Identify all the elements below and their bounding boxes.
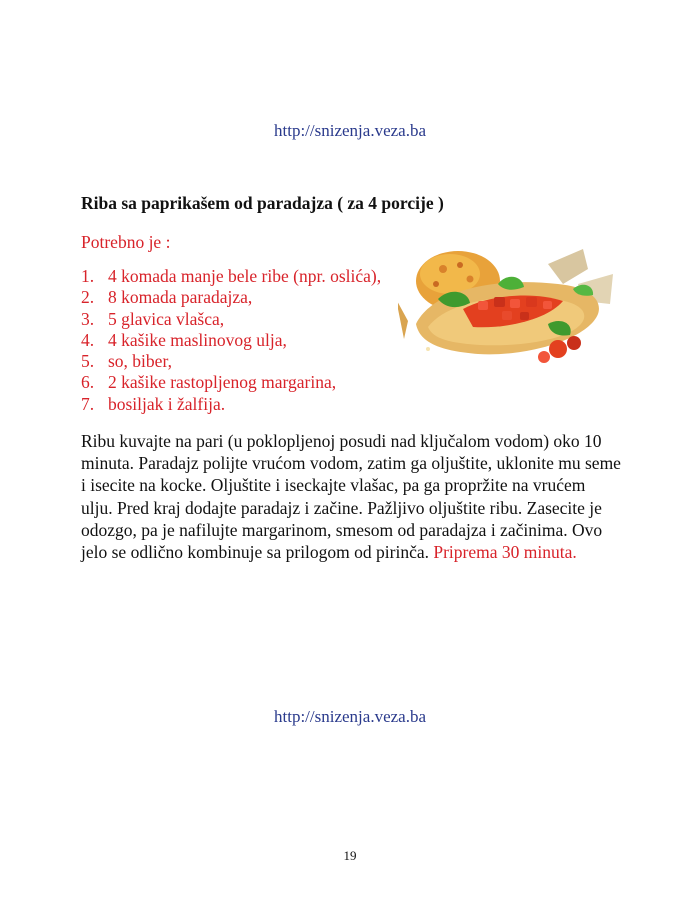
instructions-text: Ribu kuvajte na pari (u poklopljenoj posudi nad ključalom vodom) oko 10 minuta. Paradajz polijte vrućom vodom, zatim ga oljuštite, uklonite mu seme i isecite na kocke. Oljuštite i iseckajte vlašac, pa ga propržite na vrućem ulju. Pred kraj dodajte paradajz i začine. Pažljivo oljuštite ribu. Zasecite je odozgo, pa je nafilujte margarinom, smesom od paradajza i začinima. Ovo jelo se odlično kombinuje sa prilogom od pirinča.: [81, 431, 621, 563]
ingredient-item: [81, 330, 381, 351]
page-number: 19: [343, 848, 357, 863]
ingredient-number: 1.: [81, 266, 95, 286]
ingredient-item: [81, 266, 381, 287]
ingredient-number: 3.: [81, 308, 95, 329]
ingredient-item: [81, 287, 381, 308]
dish-photo: [398, 229, 620, 379]
recipe-title: Riba sa paprikašem od paradajza ( za 4 porcije ): [81, 193, 444, 213]
header-link[interactable]: http://snizenja.veza.ba: [274, 121, 426, 140]
ingredient-item: [81, 394, 381, 415]
ingredient-text: 4 kašike maslinovog ulja,: [108, 329, 287, 350]
instructions-paragraph: [81, 430, 621, 563]
ingredient-text: 2 kašike rastopljenog margarina,: [108, 372, 337, 393]
prep-time: Priprema 30 minuta.: [433, 542, 577, 563]
ingredients-heading: Potrebno je :: [81, 232, 171, 252]
ingredient-text: so, biber,: [108, 351, 172, 372]
ingredient-item: [81, 372, 381, 393]
ingredient-number: 4.: [81, 329, 95, 350]
ingredient-number: 2.: [81, 287, 95, 308]
ingredient-item: [81, 309, 381, 330]
ingredient-number: 5.: [81, 351, 95, 372]
ingredient-text: 4 komada manje bele ribe (npr. oslića),: [108, 266, 382, 286]
ingredient-text: bosiljak i žalfija.: [108, 393, 226, 414]
ingredient-text: 5 glavica vlašca,: [108, 308, 225, 329]
ingredients-list: [81, 266, 381, 415]
ingredient-text: 8 komada paradajza,: [108, 287, 253, 308]
ingredient-number: 7.: [81, 393, 95, 414]
footer-link[interactable]: http://snizenja.veza.ba: [274, 707, 426, 726]
ingredient-item: [81, 351, 381, 372]
ingredient-number: 6.: [81, 372, 95, 393]
